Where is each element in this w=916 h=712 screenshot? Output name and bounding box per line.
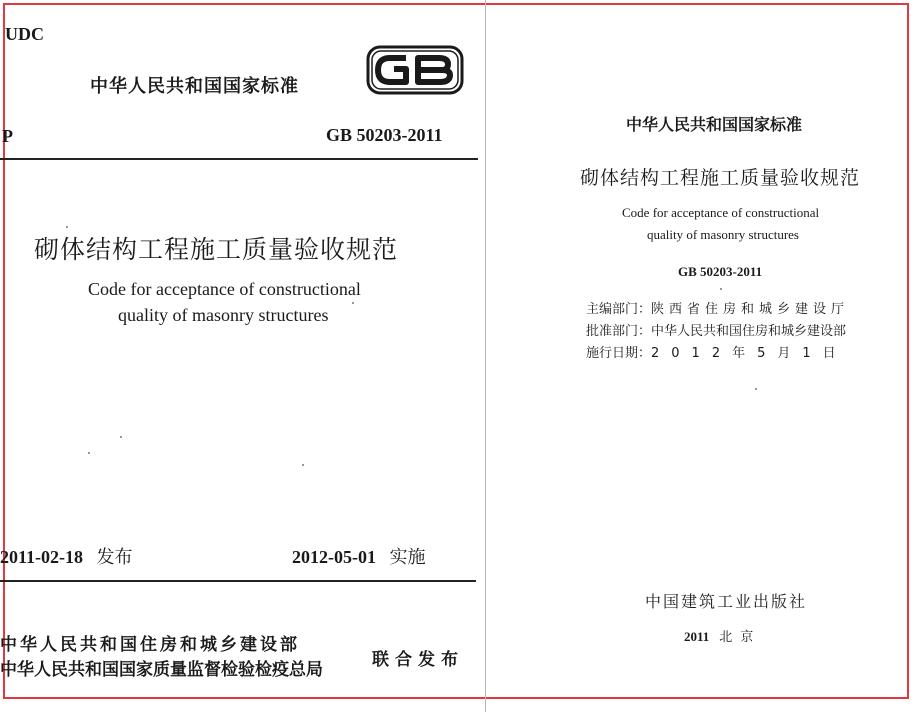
joint-issue-label: 联合发布 bbox=[372, 650, 464, 670]
implement-date-row bbox=[292, 543, 426, 569]
standard-category: 中华人民共和国国家标准 bbox=[90, 76, 299, 97]
publication-city: 北京 bbox=[719, 630, 762, 645]
scan-speck bbox=[720, 288, 722, 290]
cover-title-en-line1: Code for acceptance of constructional bbox=[88, 279, 361, 299]
gb-logo-icon bbox=[366, 44, 464, 96]
issuer-ministry: 中华人民共和国住房和城乡建设部 bbox=[0, 635, 300, 655]
publication-year: 2011 bbox=[684, 629, 710, 644]
title-page-standard-number: GB 50203-2011 bbox=[678, 264, 763, 279]
issue-date: 2011-02-18 bbox=[0, 547, 83, 567]
approver-row bbox=[586, 320, 846, 339]
editor-value: 陕西省住房和城乡建设厅 bbox=[651, 302, 850, 317]
title-page-title-cn: 砌体结构工程施工质量验收规范 bbox=[580, 167, 861, 189]
page-divider bbox=[485, 0, 486, 712]
title-page-category: 中华人民共和国国家标准 bbox=[626, 115, 803, 134]
title-page-title-en-line1: Code for acceptance of constructional bbox=[622, 205, 820, 220]
publisher-name: 中国建筑工业出版社 bbox=[645, 592, 808, 611]
editor-row bbox=[586, 298, 849, 317]
title-page-title-en-line2: quality of masonry structures bbox=[647, 227, 799, 242]
effective-date-row bbox=[586, 342, 848, 361]
issue-date-row bbox=[0, 543, 133, 569]
publication-info bbox=[684, 626, 761, 645]
cover-title-cn: 砌体结构工程施工质量验收规范 bbox=[34, 235, 399, 264]
udc-label: UDC bbox=[5, 24, 44, 44]
effective-value: 2012年5月1日 bbox=[651, 346, 848, 361]
issuer-aqsiq: 中华人民共和国国家质量监督检验检疫总局 bbox=[0, 660, 323, 680]
top-rule bbox=[0, 158, 478, 160]
approver-value: 中华人民共和国住房和城乡建设部 bbox=[651, 324, 847, 339]
scan-speck bbox=[352, 302, 354, 304]
scan-speck bbox=[88, 452, 90, 454]
classification-letter: P bbox=[2, 126, 13, 146]
standard-number: GB 50203-2011 bbox=[326, 125, 443, 145]
approver-label: 批准部门： bbox=[586, 324, 652, 339]
cover-title-en-line2: quality of masonry structures bbox=[118, 305, 329, 325]
editor-label: 主编部门： bbox=[586, 302, 652, 317]
bottom-rule bbox=[0, 580, 476, 582]
scan-speck bbox=[302, 464, 304, 466]
implement-label: 实施 bbox=[389, 547, 426, 568]
issue-label: 发布 bbox=[96, 547, 133, 568]
scan-speck bbox=[120, 436, 122, 438]
scan-speck bbox=[755, 388, 757, 390]
implement-date: 2012-05-01 bbox=[292, 547, 376, 567]
effective-label: 施行日期： bbox=[586, 346, 652, 361]
scan-speck bbox=[66, 226, 68, 228]
